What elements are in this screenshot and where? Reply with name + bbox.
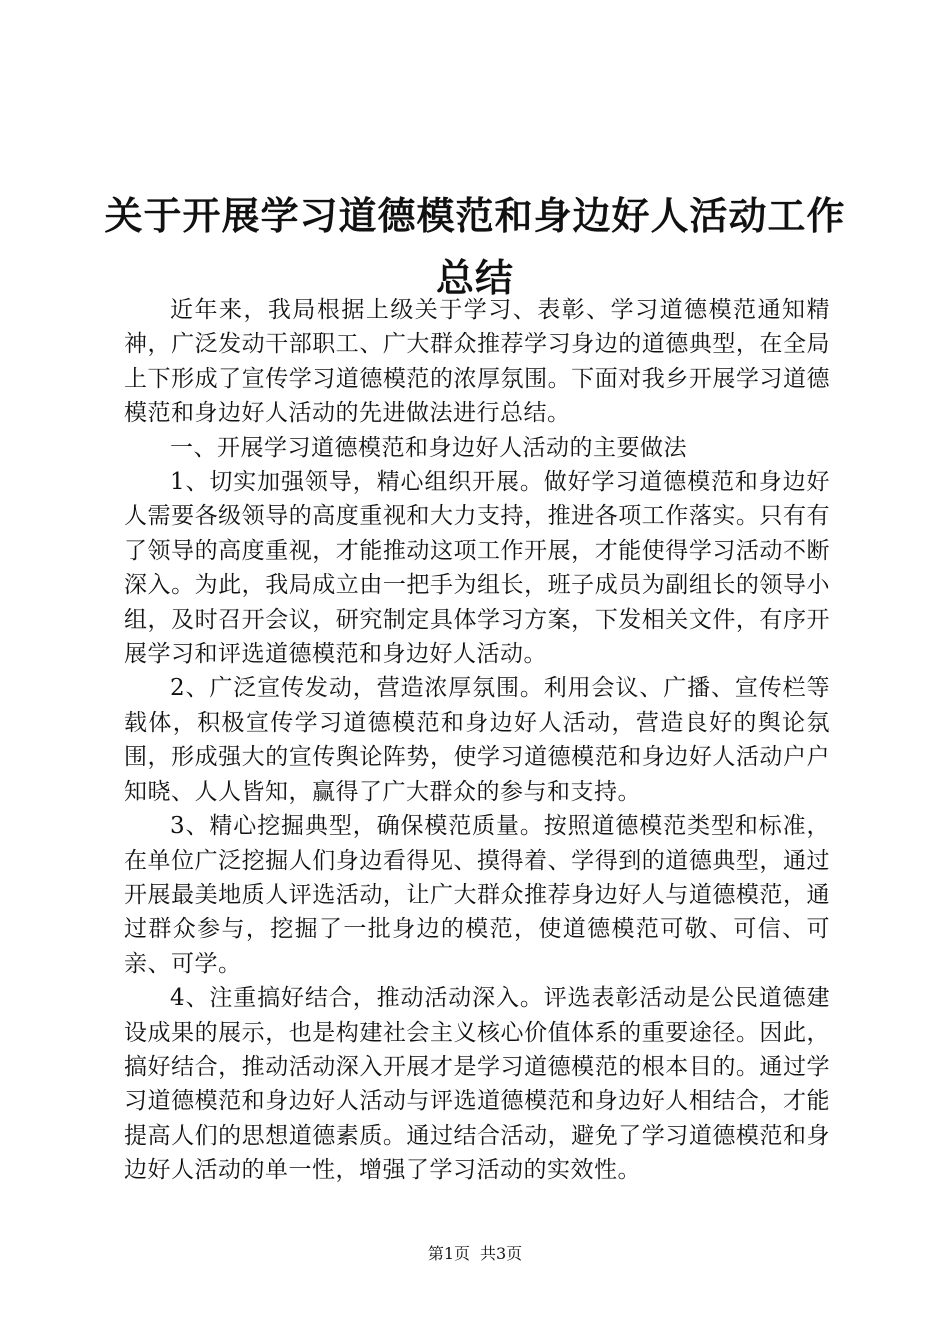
- section-heading: 一、开展学习道德模范和身边好人活动的主要做法: [170, 434, 687, 461]
- document-title: 关于开展学习道德模范和身边好人活动工作总结: [104, 193, 846, 301]
- document-body: [124, 293, 830, 1188]
- paragraph-intro: 近年来，我局根据上级关于学习、表彰、学习道德模范通知精神，广泛发动干部职工、广大群众推荐学习身边的道德典型，在全局上下形成了宣传学习道德模范的浓厚氛围。下面对我乡开展学习道德模范和身边好人活动的先进做法进行总结。: [124, 297, 830, 427]
- paragraph-item-1: 1、切实加强领导，精心组织开展。做好学习道德模范和身边好人需要各级领导的高度重视和大力支持，推进各项工作落实。只有有了领导的高度重视，才能推动这项工作开展，才能使得学习活动不断深入。为此，我局成立由一把手为组长，班子成员为副组长的领导小组，及时召开会议，研究制定具体学习方案，下发相关文件，有序开展学习和评选道德模范和身边好人活动。: [124, 469, 830, 668]
- paragraph-item-2: 2、广泛宣传发动，营造浓厚氛围。利用会议、广播、宣传栏等载体，积极宣传学习道德模范和身边好人活动，营造良好的舆论氛围，形成强大的宣传舆论阵势，使学习道德模范和身边好人活动户户知晓、人人皆知，赢得了广大群众的参与和支持。: [124, 675, 830, 805]
- page-number: 第1页: [427, 1244, 470, 1263]
- page-total: 共3页: [480, 1244, 523, 1263]
- paragraph-item-3: 3、精心挖掘典型，确保模范质量。按照道德模范类型和标准，在单位广泛挖掘人们身边看得见、摸得着、学得到的道德典型，通过开展最美地质人评选活动，让广大群众推荐身边好人与道德模范，通过群众参与，挖掘了一批身边的模范，使道德模范可敬、可信、可亲、可学。: [124, 813, 830, 977]
- paragraph-item-4: 4、注重搞好结合，推动活动深入。评选表彰活动是公民道德建设成果的展示，也是构建社会主义核心价值体系的重要途径。因此，搞好结合，推动活动深入开展才是学习道德模范的根本目的。通过学习道德模范和身边好人活动与评选道德模范和身边好人相结合，才能提高人们的思想道德素质。通过结合活动，避免了学习道德模范和身边好人活动的单一性，增强了学习活动的实效性。: [124, 985, 830, 1184]
- page-footer: [0, 1244, 950, 1264]
